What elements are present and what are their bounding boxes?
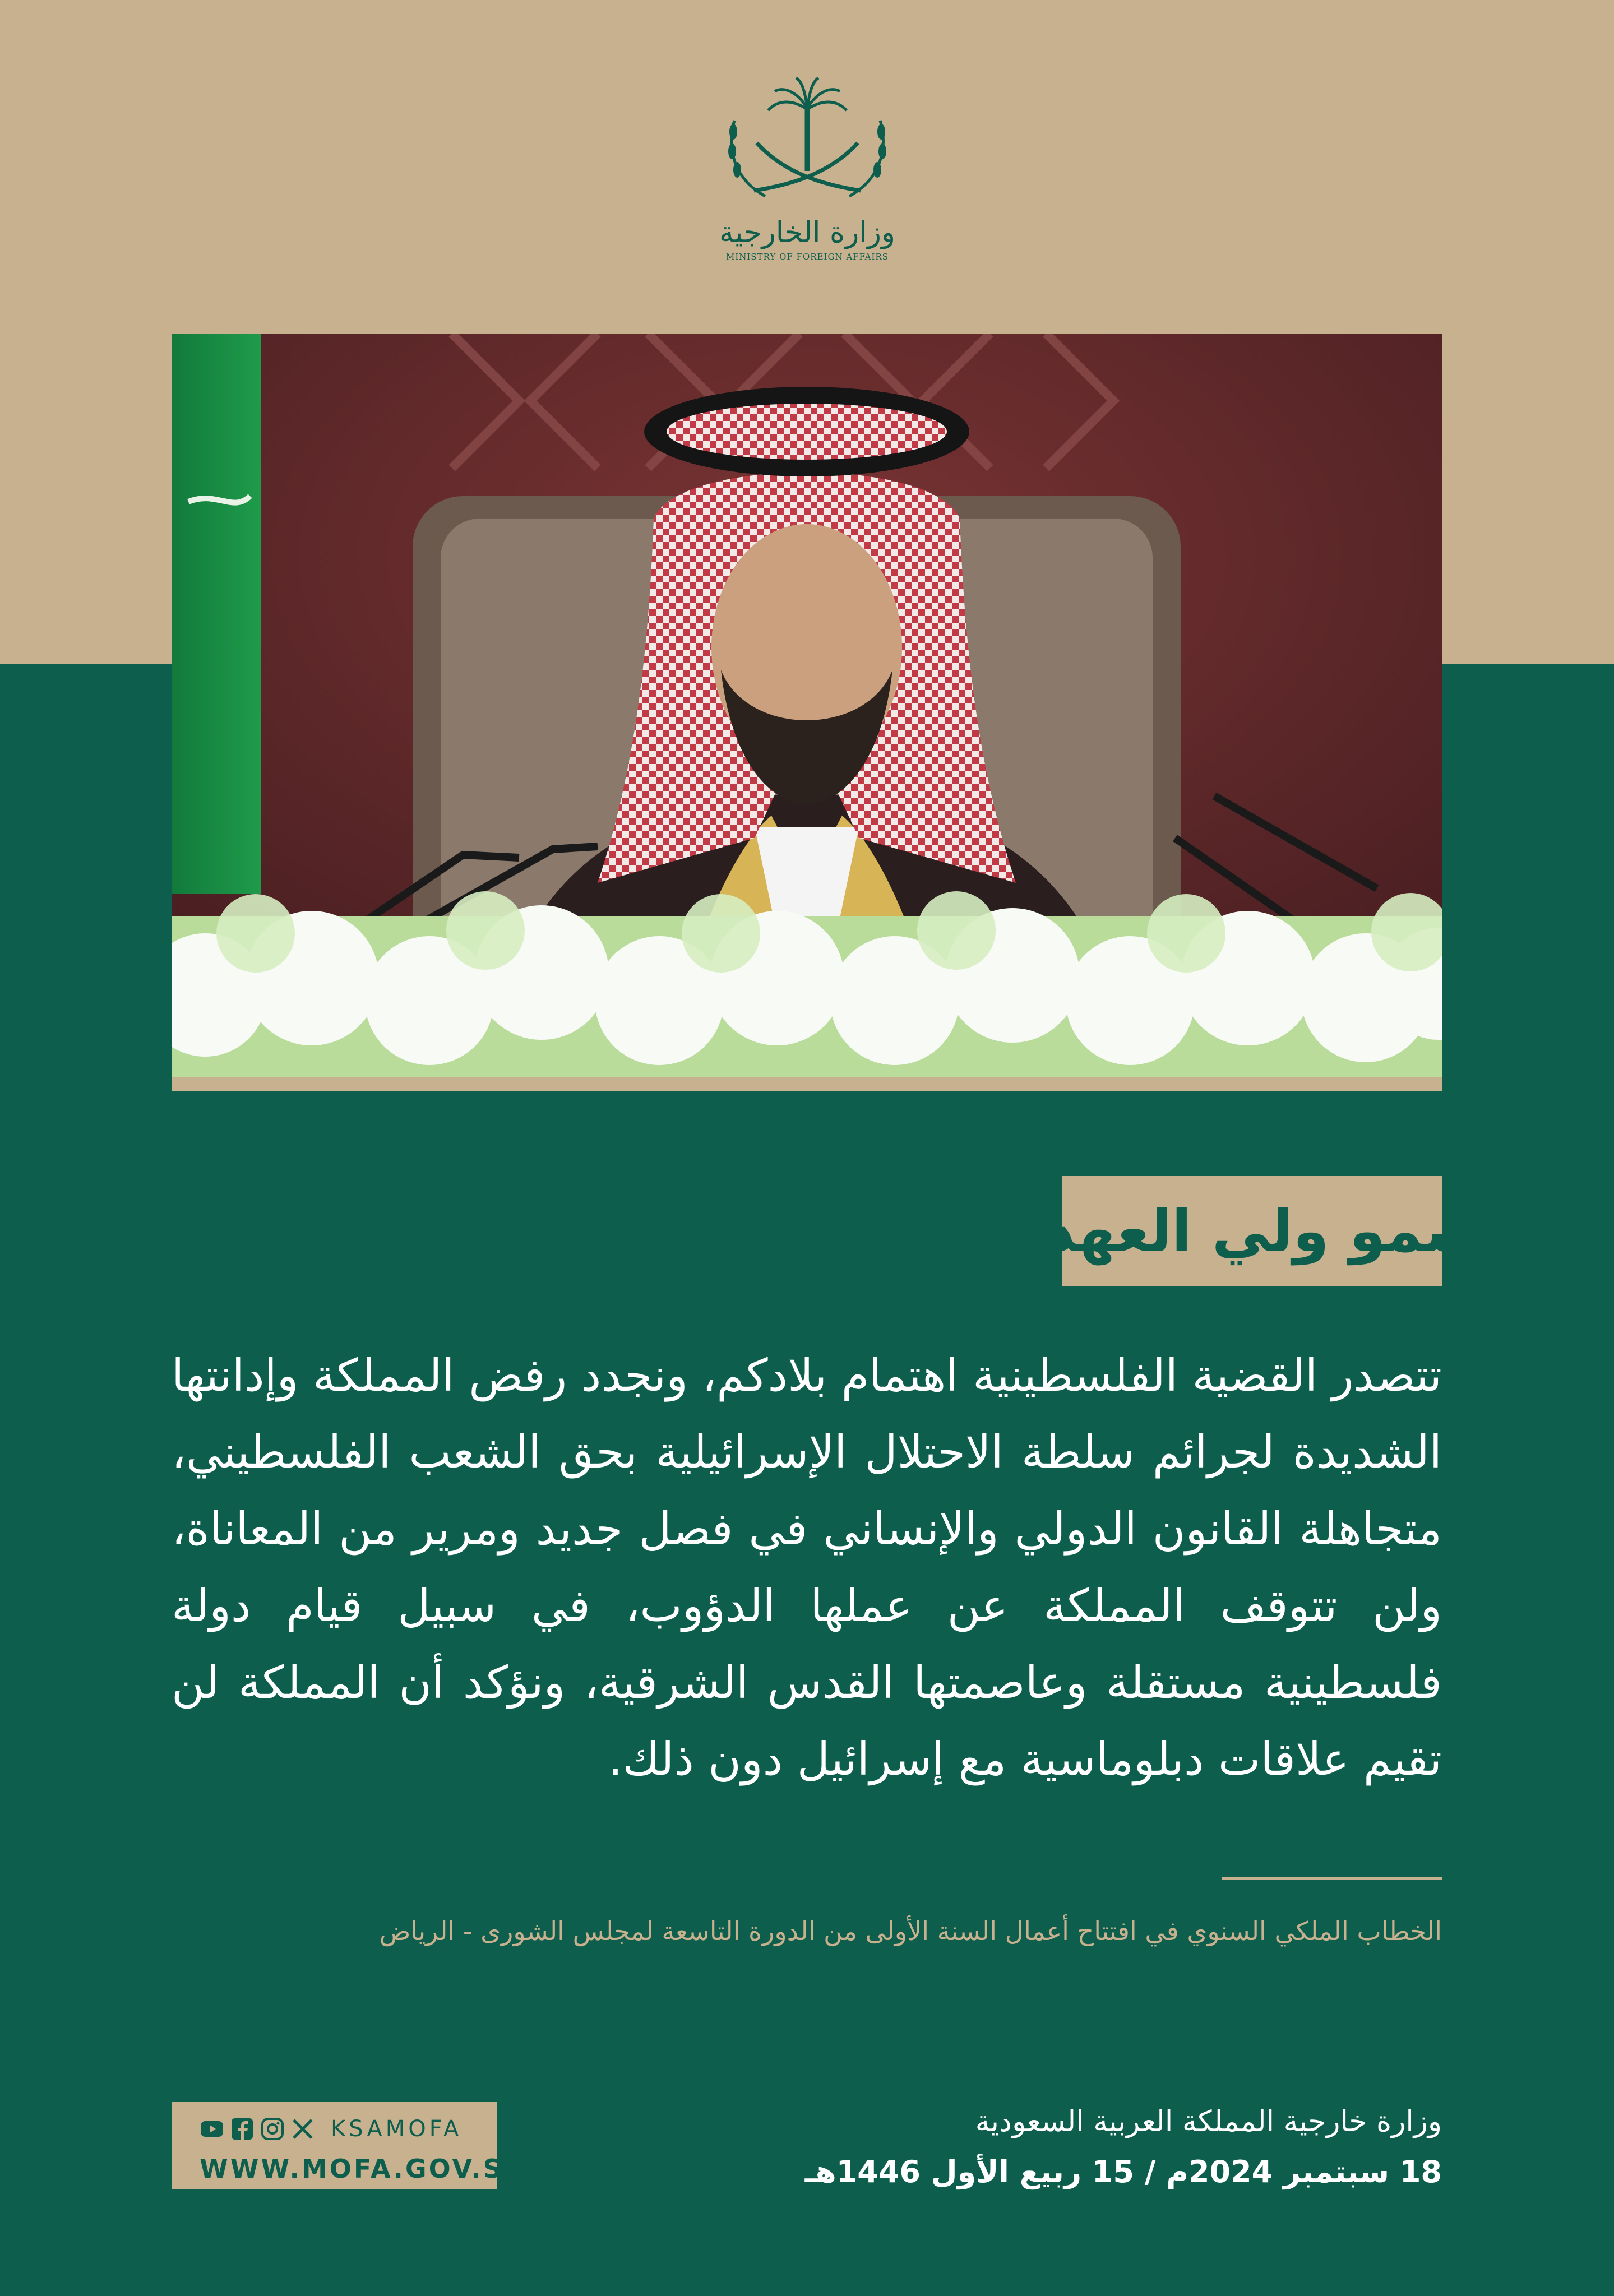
social-handle[interactable]: KSAMOFA: [331, 2116, 463, 2142]
publish-date: 18 سبتمبر 2024م / 15 ربيع الأول 1446هـ: [804, 2154, 1442, 2189]
quote-source: الخطاب الملكي السنوي في افتتاح أعمال السنة الأولى من الدورة التاسعة لمجلس الشورى - الرياض: [379, 1916, 1442, 1946]
saudi-emblem-icon: [712, 76, 903, 210]
instagram-icon[interactable]: [260, 2117, 285, 2141]
crown-prince-photo: [172, 334, 1442, 1091]
org-name: وزارة خارجية المملكة العربية السعودية: [975, 2105, 1442, 2138]
ministry-name-english: MINISTRY OF FOREIGN AFFAIRS: [725, 252, 889, 262]
social-row: [200, 2112, 474, 2146]
quote-title: سمو ولي العهد:: [1021, 1197, 1483, 1265]
x-icon[interactable]: [290, 2117, 315, 2141]
facebook-icon[interactable]: [230, 2117, 255, 2141]
title-box: [1021, 1176, 1483, 1286]
divider: [1222, 1877, 1442, 1880]
org-info: [769, 2096, 1442, 2197]
ministry-name-arabic: وزارة الخارجية: [719, 216, 896, 249]
quote-text: تتصدر القضية الفلسطينية اهتمام بلادكم، ونجدد رفض المملكة وإدانتها الشديدة لجرائم سلطة الاحتلال الإسرائيلية بحق الشعب الفلسطيني، متجاهلة القانون الدولي والإنساني في فصل جديد ومرير من المعاناة، ولن تتوقف المملكة عن عملها الدؤوب، في سبيل قيام دولة فلسطينية مستقلة وعاصمتها القدس الشرقية، ونؤكد أن المملكة لن تقيم علاقات دبلوماسية مع إسرائيل دون ذلك.: [172, 1349, 1442, 1785]
social-box: [172, 2102, 526, 2189]
ministry-logo: [712, 76, 903, 261]
youtube-icon[interactable]: [200, 2117, 224, 2141]
website-link[interactable]: WWW.MOFA.GOV.SA: [200, 2154, 526, 2184]
